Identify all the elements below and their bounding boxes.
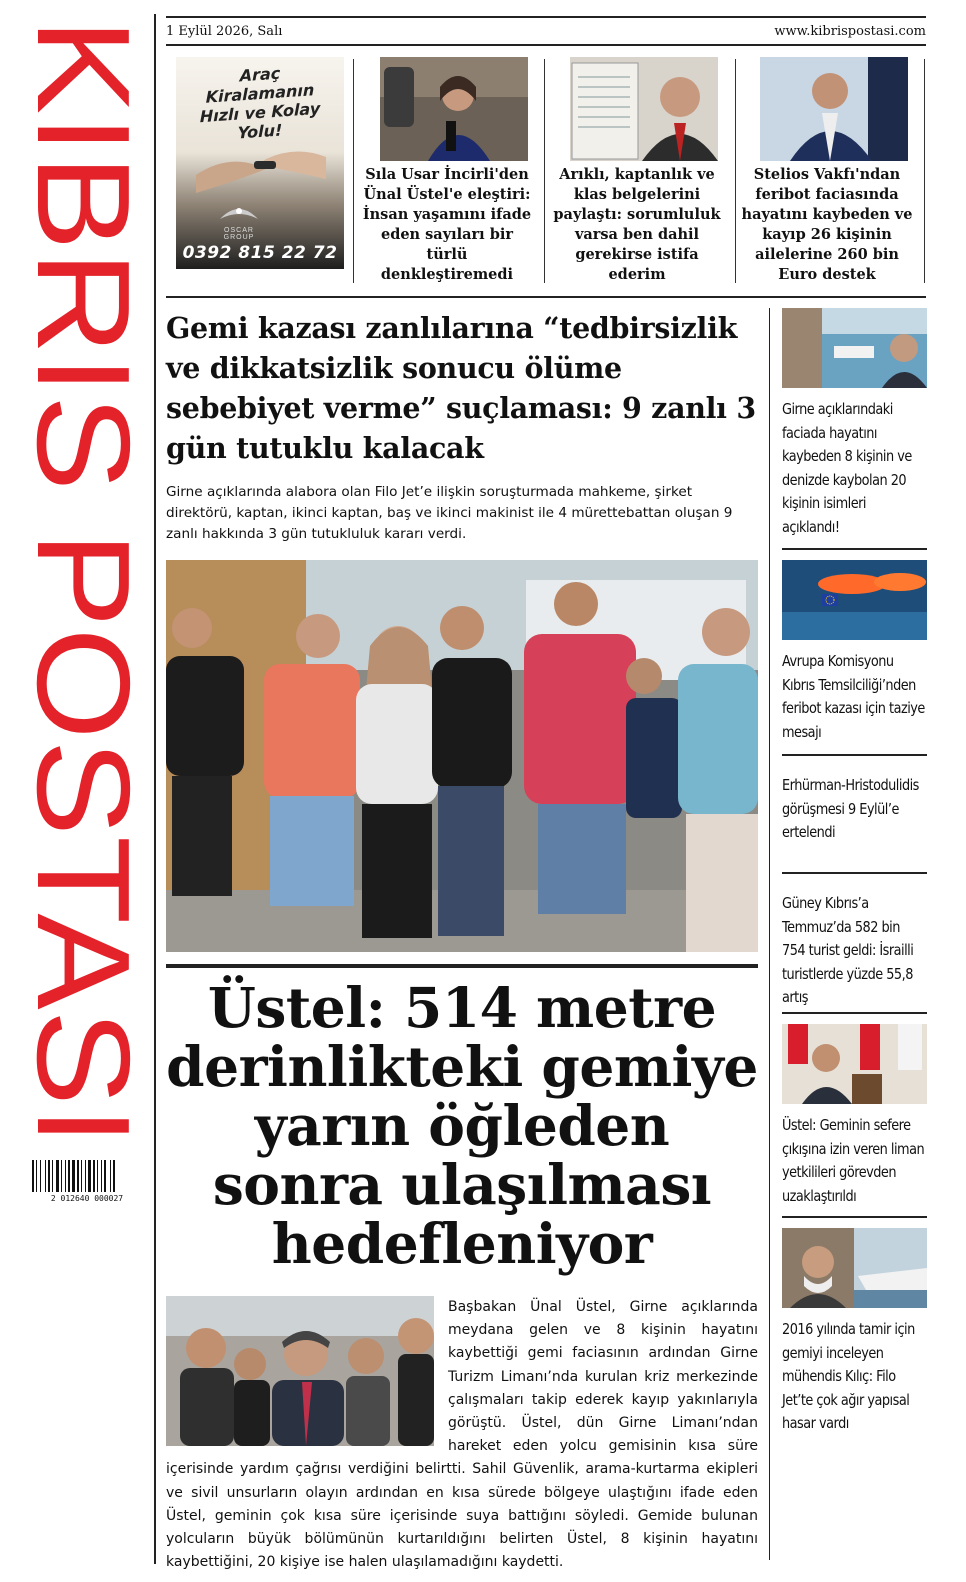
oscar-group-logo [214,197,264,239]
sidebar-photo-podium-flags [782,1024,927,1104]
barcode-bar [36,1160,37,1192]
teaser-divider [924,59,925,283]
barcode-bar [45,1160,46,1192]
sidebar-headline: Üstel: Geminin sefere çıkışına izin veren liman yetkilileri görevden uzaklaştırıldı [782,1116,925,1205]
sidebar-divider [782,1216,927,1218]
barcode-bar [56,1160,59,1192]
site-url[interactable]: www.kibrispostasi.com [774,24,926,39]
barcode-bar [40,1160,41,1192]
barcode-bar [52,1160,53,1192]
teaser-row [166,55,926,287]
barcode-bar [93,1160,95,1192]
car-rental-ad[interactable] [176,57,344,269]
main-headline[interactable]: Üstel: 514 metre derinlikteki gemiye yarın öğleden sonra ulaşılması hedefleniyor [166,975,758,1276]
teaser-card[interactable] [352,55,532,285]
barcode-bar [113,1160,115,1192]
barcode-bar [104,1160,106,1192]
dateline-bar [166,16,926,46]
teaser-photo-documents [570,57,718,161]
sidebar-story[interactable] [782,1024,927,1208]
sidebar-headline: Avrupa Komisyonu Kıbrıs Temsilciliği’nden feribot kazası için taziye mesajı [782,652,925,741]
teaser-card[interactable] [542,55,722,285]
barcode [28,1158,146,1203]
sidebar-story[interactable] [782,560,927,744]
lead-summary: Girne açıklarında alabora olan Filo Jet’e ilişkin soruşturmada mahkeme, şirket direktörü, kaptan, ikinci kaptan, baş ve ikinci makinist ile 4 mürettebattan oluşan 9 zanlı hakkında 3 gün tutukluluk kararı verdi. [166,484,733,542]
sidebar-story[interactable] [782,1228,927,1436]
sidebar-rule [769,308,770,1560]
story-rule [166,964,758,968]
barcode-bar [97,1160,98,1192]
sidebar-photo-coast [782,308,927,388]
teaser-card[interactable] [732,55,912,285]
column-rule [154,14,156,1564]
barcode-bar [72,1160,75,1192]
sidebar-headline: Güney Kıbrıs’a Temmuz’da 582 bin 754 turist geldi: İsrailli turistlerde yüzde 55,8 artış [782,894,914,1006]
sidebar-divider [782,1012,927,1014]
main-story-photo-prime-minister [166,1296,434,1446]
teaser-photo-foundation-chairman [760,57,908,161]
lead-photo-suspects-escorted [166,560,758,952]
masthead-title: KIBRIS POSTASI [10,18,157,1050]
sidebar-headline: Girne açıklarındaki faciada hayatını kaybeden 8 kişinin ve denizde kaybolan 20 kişinin isimleri açıklandı! [782,400,912,536]
teaser-headline: Stelios Vakfı'ndan feribot faciasında hayatını kaybeden ve kayıp 26 kişinin ailelerine 260 bin Euro destek [741,166,913,283]
ad-phone[interactable]: 0392 815 22 72 [182,243,338,263]
teaser-headline: Sıla Usar İncirli'den Ünal Üstel'e eleştiri: İnsan yaşamını ifade eden sayıları bir türlü denkleştiremedi [362,166,532,283]
sidebar-story[interactable] [782,764,927,845]
barcode-number: 2 012640 000027 [50,1194,124,1203]
teaser-photo-press-conference [380,57,528,161]
barcode-bar [68,1160,70,1192]
barcode-bar [85,1160,86,1192]
barcode-bar [110,1160,111,1192]
sidebar-headline: Erhürman-Hristodulidis görüşmesi 9 Eylül’e ertelendi [782,776,919,841]
section-rule [166,296,926,298]
main-story [166,1296,758,1574]
sidebar-divider [782,548,927,550]
sidebar-story[interactable] [782,882,927,1010]
sidebar-photo-engineer-ship [782,1228,927,1308]
barcode-bar [65,1160,66,1192]
barcode-bar [61,1160,62,1192]
main-story-body: Başbakan Ünal Üstel, Girne açıklarında meydana gelen ve 8 kişinin hayatını kaybettiği gemi faciasının ardından Girne Turizm Limanı’nda kurulan kriz merkezinde çalışmaları takip ederek kayıp yakınlarıyla görüştü. Üstel, dün Girne Limanı’ndan hareket eden yolcu gemisinin kısa süre içerisinde yardım çağrısı verdiğini belirtti. Sahil Güvenlik, arama-kurtarma ekipleri ve sivil unsurların olayın ardından en kısa sürede bölgeye ulaştığını ifade eden Üstel, geminin çok kısa süre içerisinde suya battığını söyledi. Gemide bulunan yolcuların büyük bölümünün kurtarıldığını belirten Üstel, 8 kişinin hayatını kaybettiğini, 20 kişiye ise halen ulaşılamadığını kaydetti. [166,1299,758,1571]
sidebar-headline: 2016 yılında tamir için gemiyi inceleyen mühendis Kılıç: Filo Jet’te çok ağır yapısal hasar vardı [782,1320,915,1432]
ad-brand: OSCAR GROUP [223,227,255,241]
barcode-bar [101,1160,102,1192]
barcode-bar [88,1160,91,1192]
issue-date: 1 Eylül 2026, Salı [166,24,283,39]
ad-headline: Araç Kiralamanın Hızlı ve Kolay Yolu! [199,63,321,143]
barcode-bar [48,1160,50,1192]
sidebar-photo-lifeboats [782,560,927,640]
sidebar-story[interactable] [782,308,927,539]
barcode-bar [81,1160,82,1192]
teaser-headline: Arıklı, kaptanlık ve klas belgelerini paylaştı: sorumluluk varsa ben dahil gerekirse istifa ederim [553,166,721,283]
handshake-key-image [196,135,326,195]
sidebar-divider [782,754,927,756]
barcode-bar [77,1160,79,1192]
sidebar-divider [782,872,927,874]
lead-headline[interactable]: Gemi kazası zanlılarına “tedbirsizlik ve dikkatsizlik sonucu ölüme sebebiyet verme” suçlaması: 9 zanlı 3 gün tutuklu kalacak [166,311,756,465]
barcode-bar [32,1160,34,1192]
masthead-logo [10,18,157,1148]
